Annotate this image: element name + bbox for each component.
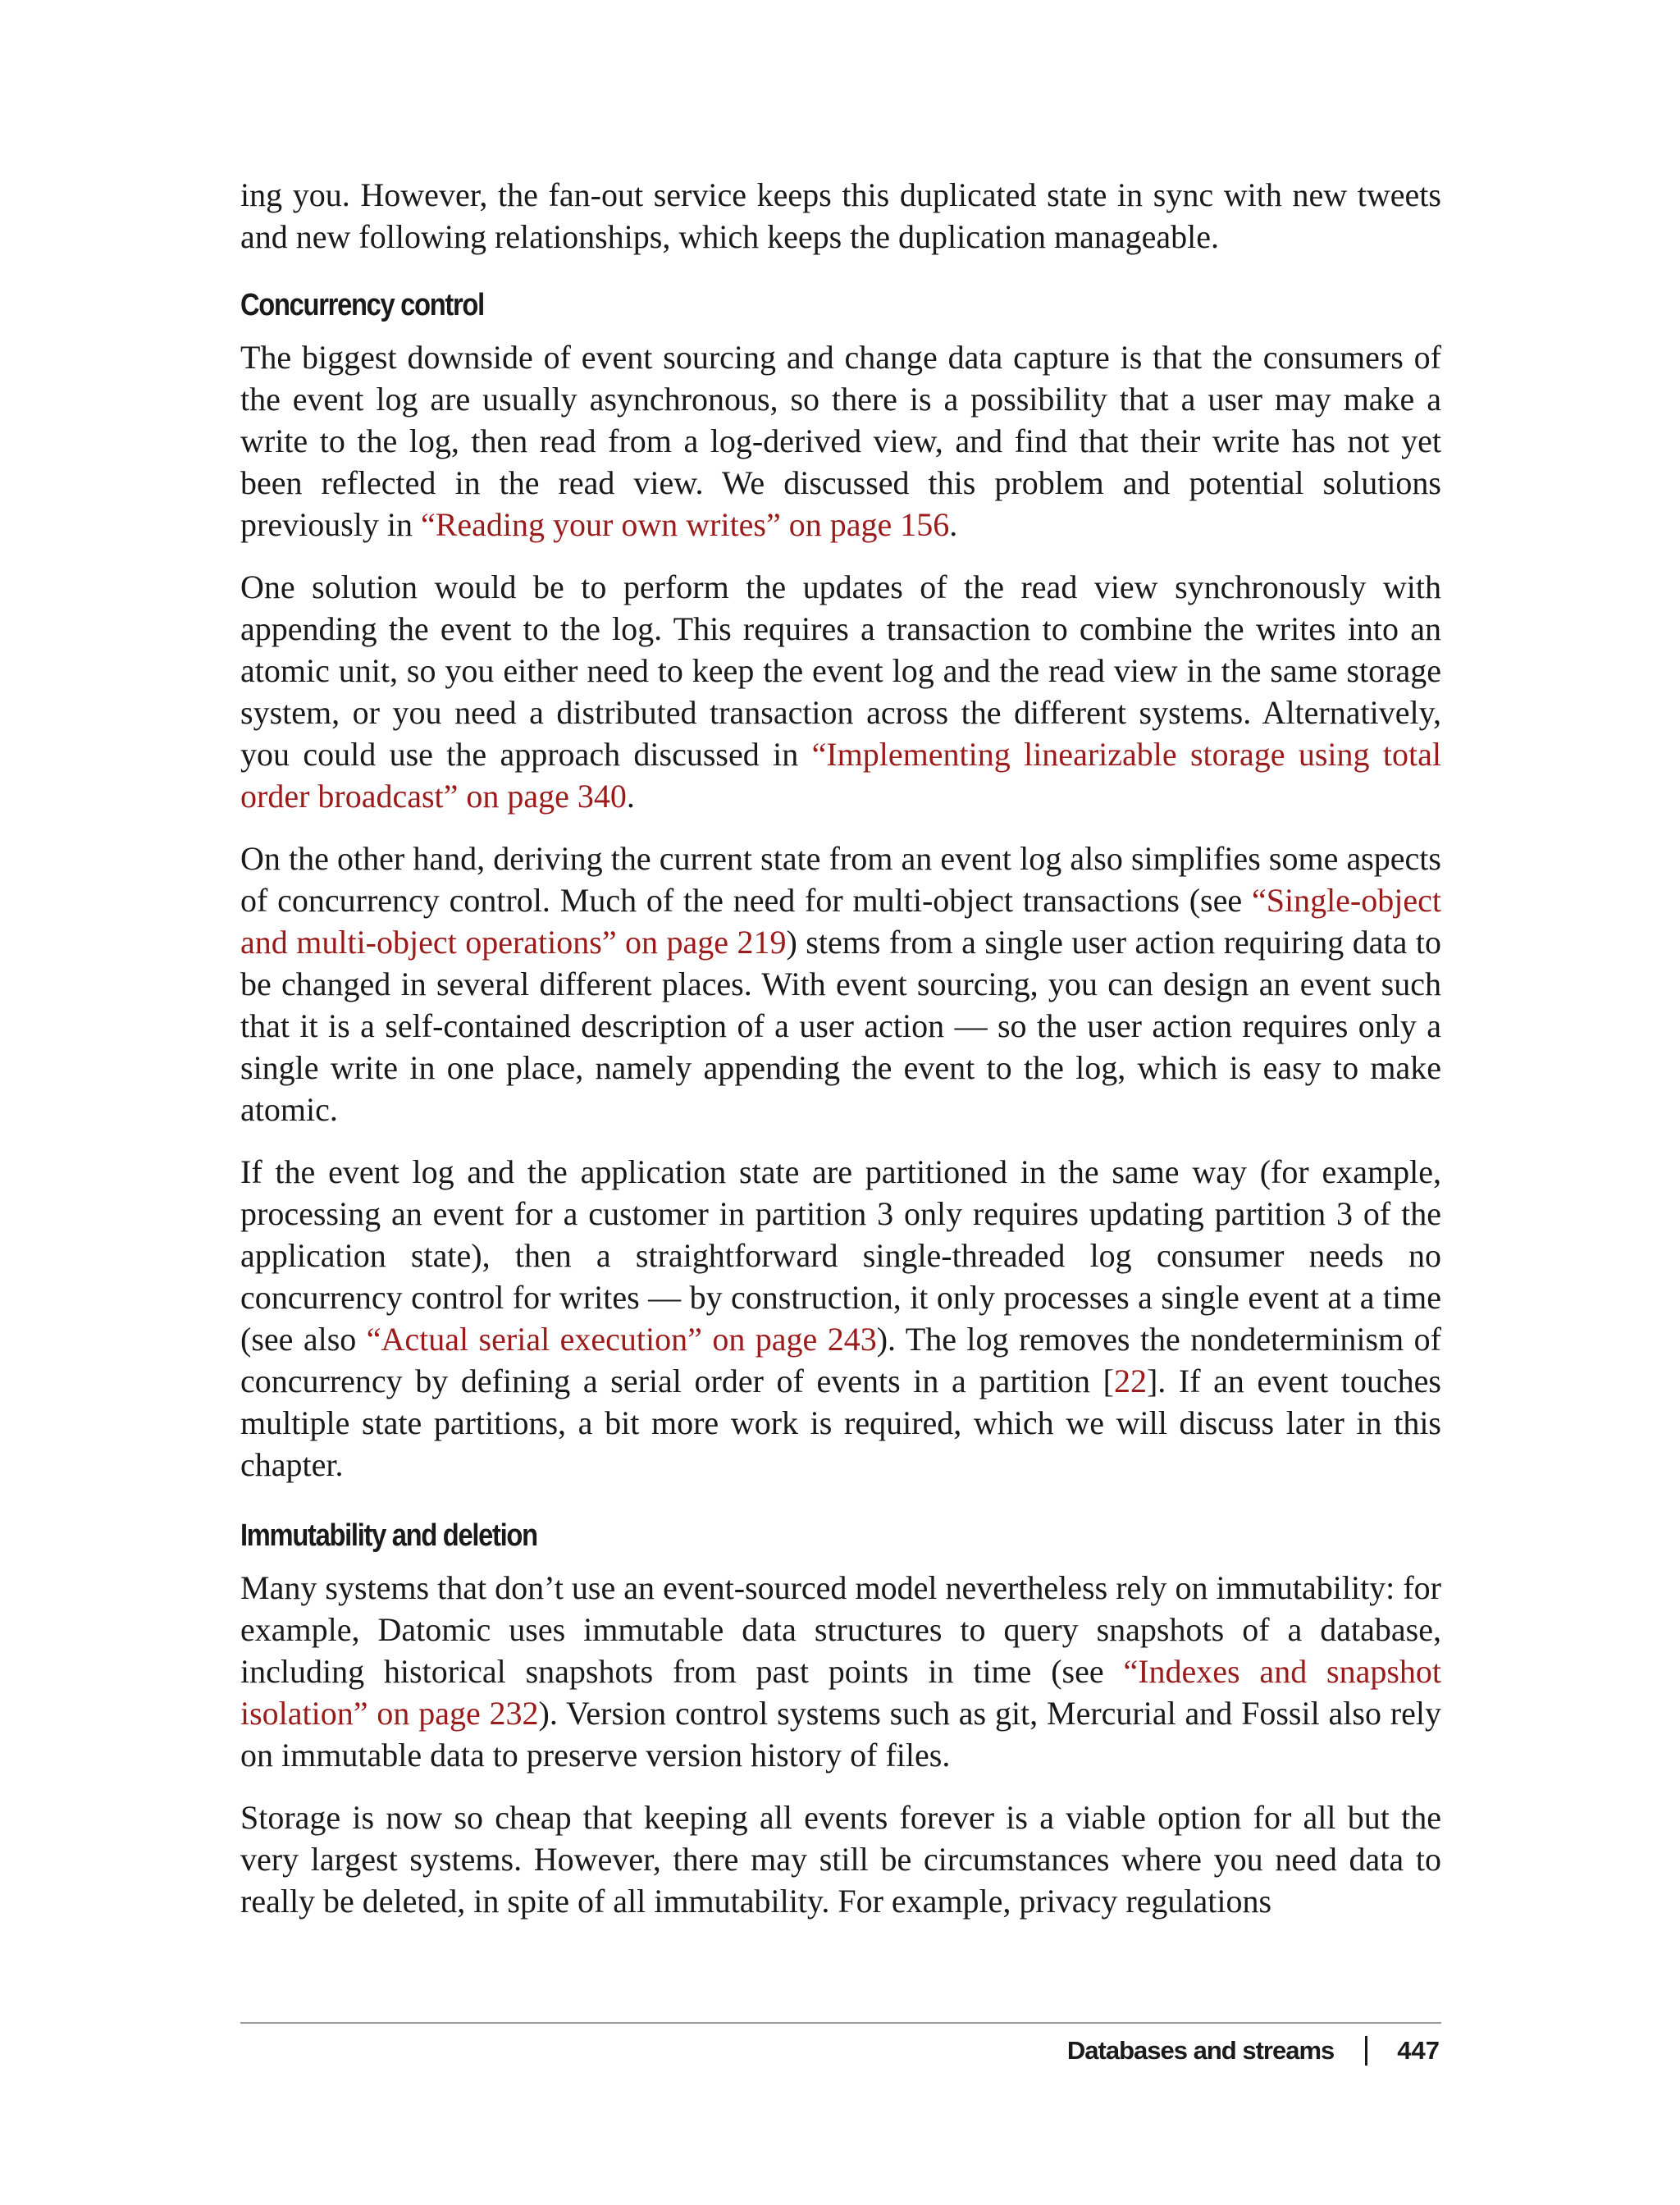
page-body — [240, 174, 1441, 1942]
paragraph-3-text-b: ) stems from a single user action requiring data to be changed in several different places. With event sourcing, you can design an event such that it is a self-contained description of a user action — so the user action requires only a single write in one place, namely appending the event to the log, which is easy to make atomic. — [240, 924, 1441, 1128]
link-actual-serial-execution[interactable]: “Actual serial execution” on page 243 — [366, 1321, 877, 1358]
paragraph-intro: ing you. However, the fan-out service keeps this duplicated state in sync with new tweets and new following relationships, which keeps the duplication manageable. — [240, 176, 1441, 255]
paragraph-5-text-b: ). Version control systems such as git, Mercurial and Fossil also rely on immutable data to preserve version history of files. — [240, 1695, 1441, 1774]
link-implementing-linearizable-storage[interactable]: “Implementing linearizable storage using total order broadcast” on page 340 — [240, 736, 1441, 815]
footer-separator — [1365, 2036, 1367, 2066]
paragraph-1 — [240, 336, 1441, 546]
paragraph-4-text-c: ]. If an event touches multiple state partitions, a bit more work is required, which we will discuss later in this chapter. — [240, 1363, 1441, 1483]
paragraph-1-text-b: . — [949, 506, 958, 543]
page-number: 447 — [1397, 2036, 1440, 2065]
citation-link-22[interactable]: 22 — [1113, 1363, 1147, 1399]
link-reading-your-own-writes[interactable]: “Reading your own writes” on page 156 — [420, 506, 950, 543]
paragraph-5-text-a: Many systems that don’t use an event-sourced model nevertheless rely on immutability: for example, Datomic uses immutable data structures to query snapshots of a database, including historical snapshots from past points in time (see — [240, 1569, 1441, 1690]
link-indexes-and-snapshot-isolation[interactable]: “Indexes and snapshot isolation” on page 232 — [240, 1653, 1442, 1732]
paragraph-1-text-a: The biggest downside of event sourcing and change data capture is that the consumers of the event log are usually asynchronous, so there is a possibility that a user may make a write to the log, then read from a log-derived view, and find that their write has not yet been reflected in the read view. We discussed this problem and potential solutions previously in — [240, 339, 1441, 543]
section-heading-immutability-and-deletion: Immutability and deletion — [240, 1518, 537, 1553]
paragraph-4-text-b: ). The log removes the nondeterminism of concurrency by defining a serial order of events in a partition [ — [240, 1321, 1441, 1399]
link-single-object-multi-object-operations[interactable]: “Single-object and multi-object operations” on page 219 — [240, 882, 1441, 961]
section-heading-concurrency-control: Concurrency control — [240, 288, 484, 322]
paragraph-3 — [240, 838, 1441, 1130]
paragraph-2 — [240, 566, 1441, 817]
running-footer-section-title: Databases and streams — [1066, 2036, 1335, 2065]
paragraph-4-text-a: If the event log and the application state are partitioned in the same way (for example, processing an event for a customer in partition 3 only requires updating partition 3 of the application state), then a straightforward single-threaded log consumer needs no concurrency control for writes — by construction, it only processes a single event at a time (see also — [240, 1153, 1441, 1358]
page-footer — [1067, 2034, 1440, 2067]
paragraph-2-text-a: One solution would be to perform the updates of the read view synchronously with appending the event to the log. This requires a transaction to combine the writes into an atomic unit, so you either need to keep the event log and the read view in the same storage system, or you need a distributed transaction across the different systems. Alternatively, you could use the approach discussed in — [240, 568, 1441, 773]
paragraph-6: Storage is now so cheap that keeping all events forever is a viable option for all but the very largest systems. However, there may still be circumstances where you need data to really be deleted, in spite of all immutability. For example, privacy regulations — [240, 1799, 1441, 1920]
paragraph-2-text-b: . — [626, 778, 635, 815]
paragraph-4 — [240, 1151, 1441, 1486]
footer-rule — [240, 2022, 1441, 2024]
paragraph-3-text-a: On the other hand, deriving the current state from an event log also simplifies some aspects of concurrency control. Much of the need for multi-object transactions (see — [240, 840, 1441, 919]
paragraph-5 — [240, 1567, 1441, 1776]
